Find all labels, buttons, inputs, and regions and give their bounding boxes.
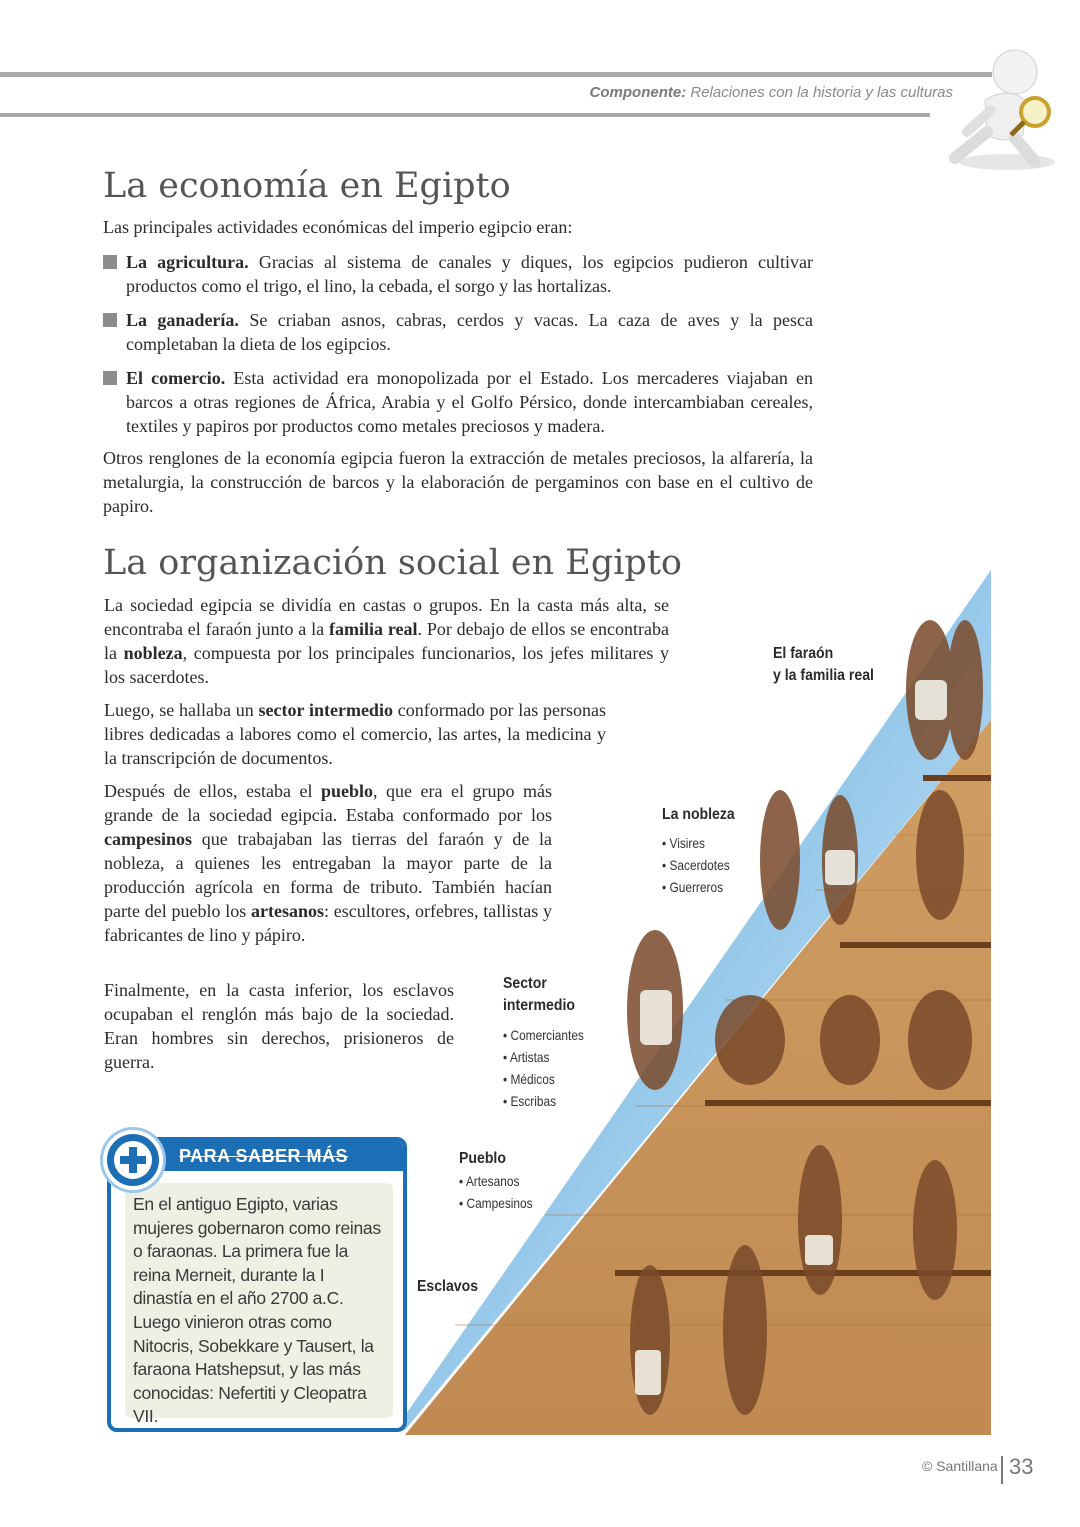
list-item: • Escribas [503, 1093, 557, 1109]
bullet-square-icon [103, 255, 117, 269]
component-label: Componente: [589, 84, 687, 101]
publisher-credit: © Santillana [922, 1458, 998, 1474]
list-item-term: La ganadería. [126, 310, 239, 330]
economy-others: Otros renglones de la economía egipcia fueron la extracción de metales preciosos, la alfarería, la metalurgia, la construcción de barcos y la elaboración de pergaminos con base en el cultivo de papiro. [103, 448, 813, 516]
pyramid-label-nobleza: La nobleza [662, 806, 735, 823]
list-item: • Guerreros [662, 879, 724, 895]
list-item: • Visires [662, 835, 705, 851]
header-top-rule [0, 72, 992, 77]
list-item: • Campesinos [459, 1195, 533, 1211]
pyramid-list-pueblo [459, 1170, 533, 1214]
pyramid-list-sector [503, 1024, 584, 1112]
component-line [590, 84, 953, 101]
list-item [103, 366, 813, 438]
info-box-text: En el antiguo Egipto, varias mujeres gobernaron como reinas o faraonas. La primera fue la reina Merneit, durante la I dinastía en el año 2700 a.C. Luego vinieron otras como Nitocris, Sobekkare y Tausert, la faraona Hatshepsut, y las más conocidas: Nefertiti y Cleopatra VII. [133, 1194, 381, 1427]
economy-list [103, 250, 813, 448]
pyramid-label-sector: Sector intermedio [503, 975, 575, 1014]
list-item-term: El comercio. [126, 368, 226, 388]
social-paragraph-1: La sociedad egipcia se dividía en castas o grupos. En la casta más alta, se encontraba el faraón junto a la familia real. Por debajo de ellos se encontraba la nobleza, compuesta por los principales funcionarios, los jefes militares y los sacerdotes. [104, 595, 669, 687]
list-item: • Sacerdotes [662, 857, 730, 873]
bullet-square-icon [103, 313, 117, 327]
economy-intro: Las principales actividades económicas del imperio egipcio eran: [103, 217, 573, 237]
plus-icon [103, 1130, 163, 1190]
list-item [103, 250, 813, 298]
component-value: Relaciones con la historia y las culturas [690, 84, 953, 101]
social-paragraph-4: Finalmente, en la casta inferior, los esclavos ocupaban el renglón más bajo de la sociedad. Eran hombres sin derechos, prisioneros de guerra. [104, 980, 454, 1072]
list-item [103, 308, 813, 356]
economy-title: La economía en Egipto [103, 166, 511, 206]
list-item-text: Esta actividad era monopolizada por el Estado. Los mercaderes viajaban en barcos a otras regiones de África, Arabia y el Golfo Pérsico, donde intercambiaban cereales, textiles y papiros por productos como metales preciosos y madera. [126, 368, 813, 436]
magnifier-mascot-icon [915, 40, 1065, 175]
list-item: • Médicos [503, 1071, 555, 1087]
page-number: 33 [1009, 1454, 1034, 1479]
list-item: • Artesanos [459, 1173, 520, 1189]
social-paragraph-2: Luego, se hallaba un sector intermedio conformado por las personas libres dedicadas a labores como el comercio, las artes, la medicina y la transcripción de documentos. [104, 700, 606, 768]
list-item-term: La agricultura. [126, 252, 249, 272]
list-item: • Comerciantes [503, 1027, 584, 1043]
social-title: La organización social en Egipto [103, 543, 682, 583]
info-box-title: PARA SABER MÁS [179, 1146, 349, 1166]
pyramid-label-esclavos: Esclavos [417, 1278, 479, 1295]
header-bottom-rule [0, 113, 930, 117]
pyramid-label-pueblo: Pueblo [459, 1150, 506, 1167]
footer-divider [1001, 1456, 1003, 1484]
list-item: • Artistas [503, 1049, 550, 1065]
list-item-text: Gracias al sistema de canales y diques, los egipcios pudieron cultivar productos como el trigo, el lino, la cebada, el sorgo y las hortalizas. [126, 252, 813, 296]
list-item-text: Se criaban asnos, cabras, cerdos y vacas. La caza de aves y la pesca completaban la dieta de los egipcios. [126, 310, 813, 354]
bullet-square-icon [103, 371, 117, 385]
pyramid-list-nobleza [662, 832, 730, 898]
pyramid-label-faraon: El faraón y la familia real [773, 645, 874, 684]
social-paragraph-3: Después de ellos, estaba el pueblo, que era el grupo más grande de la sociedad egipcia. Estaba conformado por los campesinos que trabajaban las tierras del faraón y de la nobleza, a quienes les entregaban la mayor parte de la producción agrícola en forma de tributo. También hacían parte del pueblo los artesanos: escultores, orfebres, tallistas y fabricantes de lino y pápiro. [104, 781, 552, 945]
